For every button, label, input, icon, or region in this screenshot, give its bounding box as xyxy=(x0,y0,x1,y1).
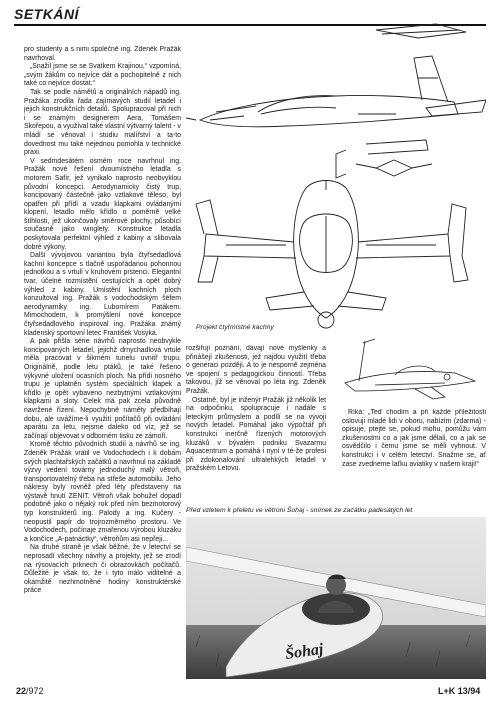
glider-photo xyxy=(186,517,486,679)
paragraph: Ostatně, byl je inženýr Pražák již několik let na odpočinku, spolupracuje i nadále s leteckým průmyslem a podílí se na vývoji nových letadel. Pomáhal jako výpočtář při konstrukci inerčně řízených motorových kluzáků v bývalém podniku Svazarmu Aquacentrum a pomáhá i nyní v té-že profesi při zdokonalování ultralehkých letadel v pražském Letovu. xyxy=(186,396,326,473)
article-column-left xyxy=(24,46,181,691)
canard-aircraft-drawing xyxy=(186,20,486,335)
paragraph: V sedmdesátém osmém roce navrhnul ing. Pražák nové řešení dvoumístného letadla s motorem Safír, jež vynikalo naprosto neobvyklou původní koncepcí. Aerodynamicky čistý trup, koncipovaný částečně jako vztlakové těleso, byl opatřen při přídi a vzadu klapkami ovládanými klopení, letadlo mělo křídlo o poměrně velké štíhlosti, jež ukončovaly směrové plochy, působící současně jako winglety. Konstrukce letadla poskytovala perfektní výhled z kabiny a slibovala dobré výkony. xyxy=(24,157,181,251)
paragraph: Říká: „Teď chodím a při každé příležitosti oslovuji mladé lidi v oboru, nabízím (zdarma) - opisuje, ptejte se, pokud mohu, pomůžu vám zkušenostmi co a jak jsme dělali, co a jak se osvědčilo i čemu jsme se měli vyhnout. V konstrukci i v celém letectví. Snažme se, ať zase zvedneme laťku aviatiky v našem kraji!“ xyxy=(342,409,486,468)
paragraph: Kromě těchto původních studií a návrhů se ing. Zdeněk Pražák vrátil ve Vodochodech i k dobám svých plachtařských začátků a navrhnul na základě výzvy vedení továrny jednoduchý malý větroň, transportovatelný třeba na střeše automobilu. Jeho nákresy byly rovněž před léty představeny na výstavě hnutí ZENIT. Větroň však bohužel dopadl podobně jako o nějaký rok před ním bezmotorový typ konstruktérů ing. Palody a ing. Kučery - neopustil papír do trojrozměrného prostoru. Ve Vodochodech, počínaje zmařenou výrobou kluzáku a končíce „A-patnáctky“, větroňům asi nepřeji... xyxy=(24,441,181,543)
front-view-drawing xyxy=(336,140,432,178)
small-aircraft-sketch xyxy=(335,333,485,403)
plan-view-drawing xyxy=(196,180,468,328)
paragraph: A pak přišla série návrhů naprosto neobvykle koncipovaných letadel, jejichž drnychadlová vrtule měla pracovat v šikmém tunelu uvnitř trupu. Originálně, podle letu ptáků, je také řešeno výkyvné uložení ocasních ploch. Na přídi nosného trupu je uplatněn systém speciálních klapek a křídlo je opět vybaveno nezbytnými vztlakovými klapkami a sloty. Celek má pak zcela původně navržené řízení. Nepochybně námětу předbíhají dobu, ale uvážíme-li využití počítačů při ovládání aparátu za letu, nejsme daleko od víz, jež se začínají objevovat v odborném tisku ze zámoří. xyxy=(24,338,181,440)
paragraph: Tak se podle námětů a originálních nápadů ing. Pražáka zrodila řada zajímavých studií letadel i jejich konstrukčních detailů. Spolupracoval při nich i se známým designerem Aera, Tomášem Skořepou, a využíval také vlastní výtvarný talent - v mládí se věnoval i studiu malířství a ta-to dovednost mu také nejednou pomohla v technické praxi. xyxy=(24,88,181,157)
page-number: 22/972 xyxy=(16,686,44,696)
figure-caption: Projekt čtyřmístné kachny xyxy=(196,324,274,331)
issue-label: L+K 13/94 xyxy=(438,686,481,696)
glider-marking: Šohaj xyxy=(284,640,325,663)
paragraph: Na druhé straně je však běžné, že v letectví se neprosadí všechny návrhy a projekty, jež se zrodí na rýsovacích prknech či obrazovkách počítačů. Důležité je však to, že i tyto málo viditelné a okamžitě nezhmotněné hodiny konstruktérské práce xyxy=(24,544,181,595)
section-title: SETKÁNÍ xyxy=(14,6,79,22)
paragraph: pro studenty a s nimi společně ing. Zdeněk Pražák navrhoval. xyxy=(24,46,181,62)
paragraph: Další vývojovou variantou byla čtyřsedadlová kachní koncepce s tlačně uspořádanou pohonnou jednotkou a s vrtulí v kruhovém prstenci. Elegantní tvar, účelné rozmístění cestujících a opět dobrý výhled z kabiny. Umístění kachních ploch konzultoval ing. Pražák s vodochodským šéfem aerodynamiky ing. Lubomírem Patákem. Mimochodem, k promýšlení nové koncepce čtyřsedadlového inspiroval ing. Pražáka známý kladenský sportovní letec František Vosyka. xyxy=(24,252,181,337)
paragraph: rozšiřují poznání, dávají nové myšlenky a přinášejí zkušenosti, jež najdou využití třeba o generaci později. A to je nesporně zejména ve spojení s pedagogickou činností. Třeba takovou, jíž se věnoval po léta ing. Zdeněk Pražák. xyxy=(186,345,326,395)
article-column-middle xyxy=(186,345,326,505)
article-column-right xyxy=(342,409,486,509)
side-view-drawing xyxy=(186,24,486,127)
photo-caption: Před vzletem k přeletu ve větroni Šohaj - snímek ze začátku padesátých let xyxy=(186,507,413,514)
paragraph: „Snažil jsme se se Svatkem Krajinou,“ vzpomíná, „svým žákům co nejvíce dát a pochopitelně z nich také co nejvíce dostat.“ xyxy=(24,63,181,88)
